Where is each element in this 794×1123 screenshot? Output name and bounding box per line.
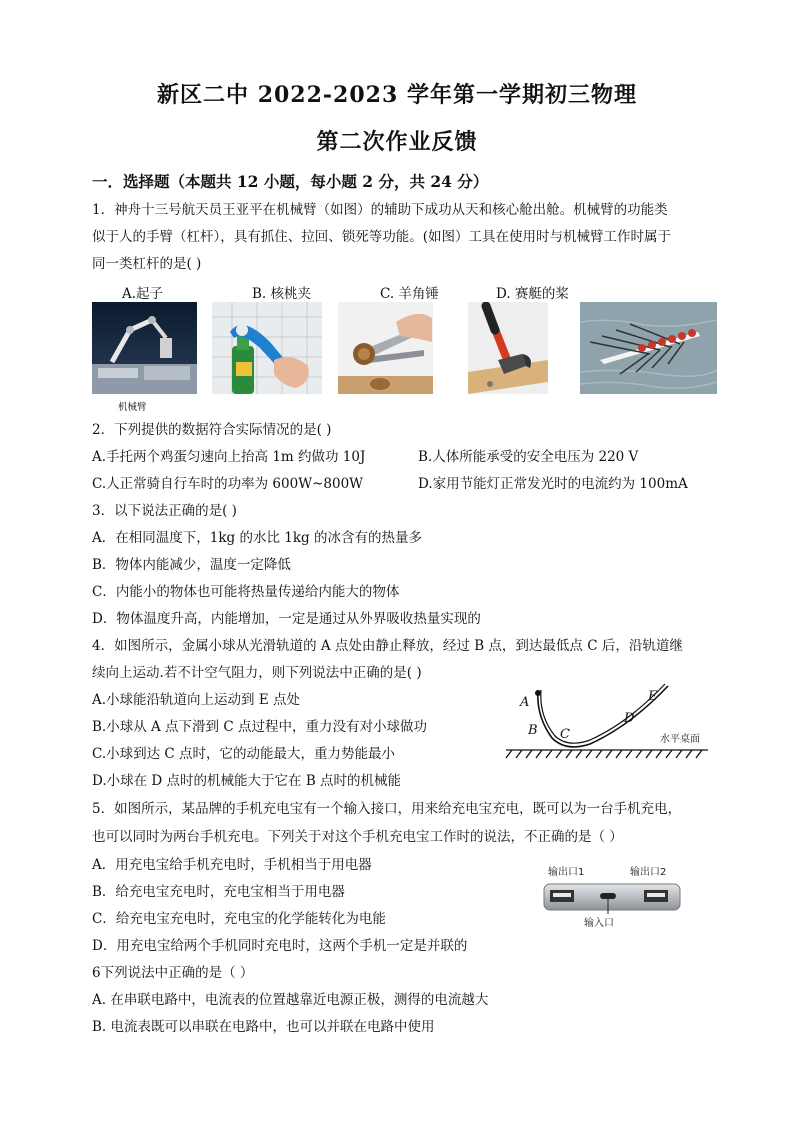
q5-option-b: B．给充电宝充电时，充电宝相当于用电器 [92,884,345,900]
q2-option-b: B.人体所能承受的安全电压为 220 V [418,449,639,465]
q5-line1: 5．如图所示，某品牌的手机充电宝有一个输入接口，用来给充电宝充电，既可以为一台手机充电， [92,801,682,817]
q3-option-c: C．内能小的物体也可能将热量传递给内能大的物体 [92,584,400,600]
q1-line1: 1．神舟十三号航天员王亚平在机械臂（如图）的辅助下成功从天和核心舱出舱。机械臂的功能类 [92,202,668,218]
track-diagram [500,676,715,768]
q1-option-b-label: B. 核桃夹 [252,286,312,302]
q6-option-a: A. 在串联电路中，电流表的位置越靠近电源正极，测得的电流越大 [92,992,489,1008]
q2-option-c: C.人正常骑自行车时的功率为 600W~800W [92,476,364,492]
q2-stem: 2．下列提供的数据符合实际情况的是( ) [92,422,332,438]
page-subtitle: 第二次作业反馈 [316,129,478,155]
track-point-e: E [648,689,658,704]
track-point-d: D [624,711,635,726]
output-port-2-label: 输出口2 [630,867,667,878]
q1-line2: 似于人的手臂（杠杆），具有抓住、拉回、锁死等功能。(如图）工具在使用时与机械臂工作时属于 [92,229,672,245]
section-heading: 一．选择题（本题共 12 小题，每小题 2 分，共 24 分） [92,172,489,191]
q5-option-a: A．用充电宝给手机充电时，手机相当于用电器 [92,857,372,873]
track-surface-label: 水平桌面 [660,734,700,745]
nutcracker-image [338,302,433,394]
robotic-arm-caption: 机械臂 [118,402,147,413]
q6-option-b: B. 电流表既可以串联在电路中，也可以并联在电路中使用 [92,1019,435,1035]
q4-option-a: A.小球能沿轨道向上运动到 E 点处 [92,692,300,708]
q1-option-d-label: D. 赛艇的桨 [496,286,569,302]
robotic-arm-image [92,302,197,394]
q3-option-d: D．物体温度升高，内能增加，一定是通过从外界吸收热量实现的 [92,611,481,627]
bottle-opener-image [212,302,322,394]
power-bank-diagram [540,860,685,932]
q4-line1: 4．如图所示，金属小球从光滑轨道的 A 点处由静止释放，经过 B 点，到达最低点 C 后，沿轨道继 [92,638,683,654]
q3-stem: 3．以下说法正确的是( ) [92,503,237,519]
q4-line2: 续向上运动.若不计空气阻力，则下列说法中正确的是( ) [92,665,422,681]
track-point-a: A [520,695,530,710]
q4-option-d: D.小球在 D 点时的机械能大于它在 B 点时的机械能 [92,773,402,789]
page-title: 新区二中 2022-2023 学年第一学期初三物理 [157,82,637,108]
q5-option-c: C．给充电宝充电时，充电宝的化学能转化为电能 [92,911,386,927]
q6-stem: 6下列说法中正确的是（ ） [92,965,254,981]
q5-option-d: D．用充电宝给两个手机同时充电时，这两个手机一定是并联的 [92,938,468,954]
track-point-c: C [560,727,570,742]
q3-option-b: B．物体内能减少，温度一定降低 [92,557,291,573]
q4-option-c: C.小球到达 C 点时，它的动能最大，重力势能最小 [92,746,396,762]
q1-option-c-label: C. 羊角锤 [380,286,439,302]
q1-line3: 同一类杠杆的是( ) [92,256,202,272]
track-point-b: B [528,723,538,738]
q1-option-a-label: A.起子 [122,286,164,302]
claw-hammer-image [468,302,548,394]
output-port-1-label: 输出口1 [548,867,585,878]
q2-option-d: D.家用节能灯正常发光时的电流约为 100mA [418,476,688,492]
rowing-boat-image [580,302,717,394]
q5-line2: 也可以同时为两台手机充电。下列关于对这个手机充电宝工作时的说法，不正确的是（ ） [92,829,623,845]
input-port-label: 输入口 [584,918,614,929]
q2-option-a: A.手托两个鸡蛋匀速向上抬高 1m 约做功 10J [92,449,366,465]
q4-option-b: B.小球从 A 点下滑到 C 点过程中，重力没有对小球做功 [92,719,427,735]
q3-option-a: A．在相同温度下，1kg 的水比 1kg 的冰含有的热量多 [92,530,422,546]
